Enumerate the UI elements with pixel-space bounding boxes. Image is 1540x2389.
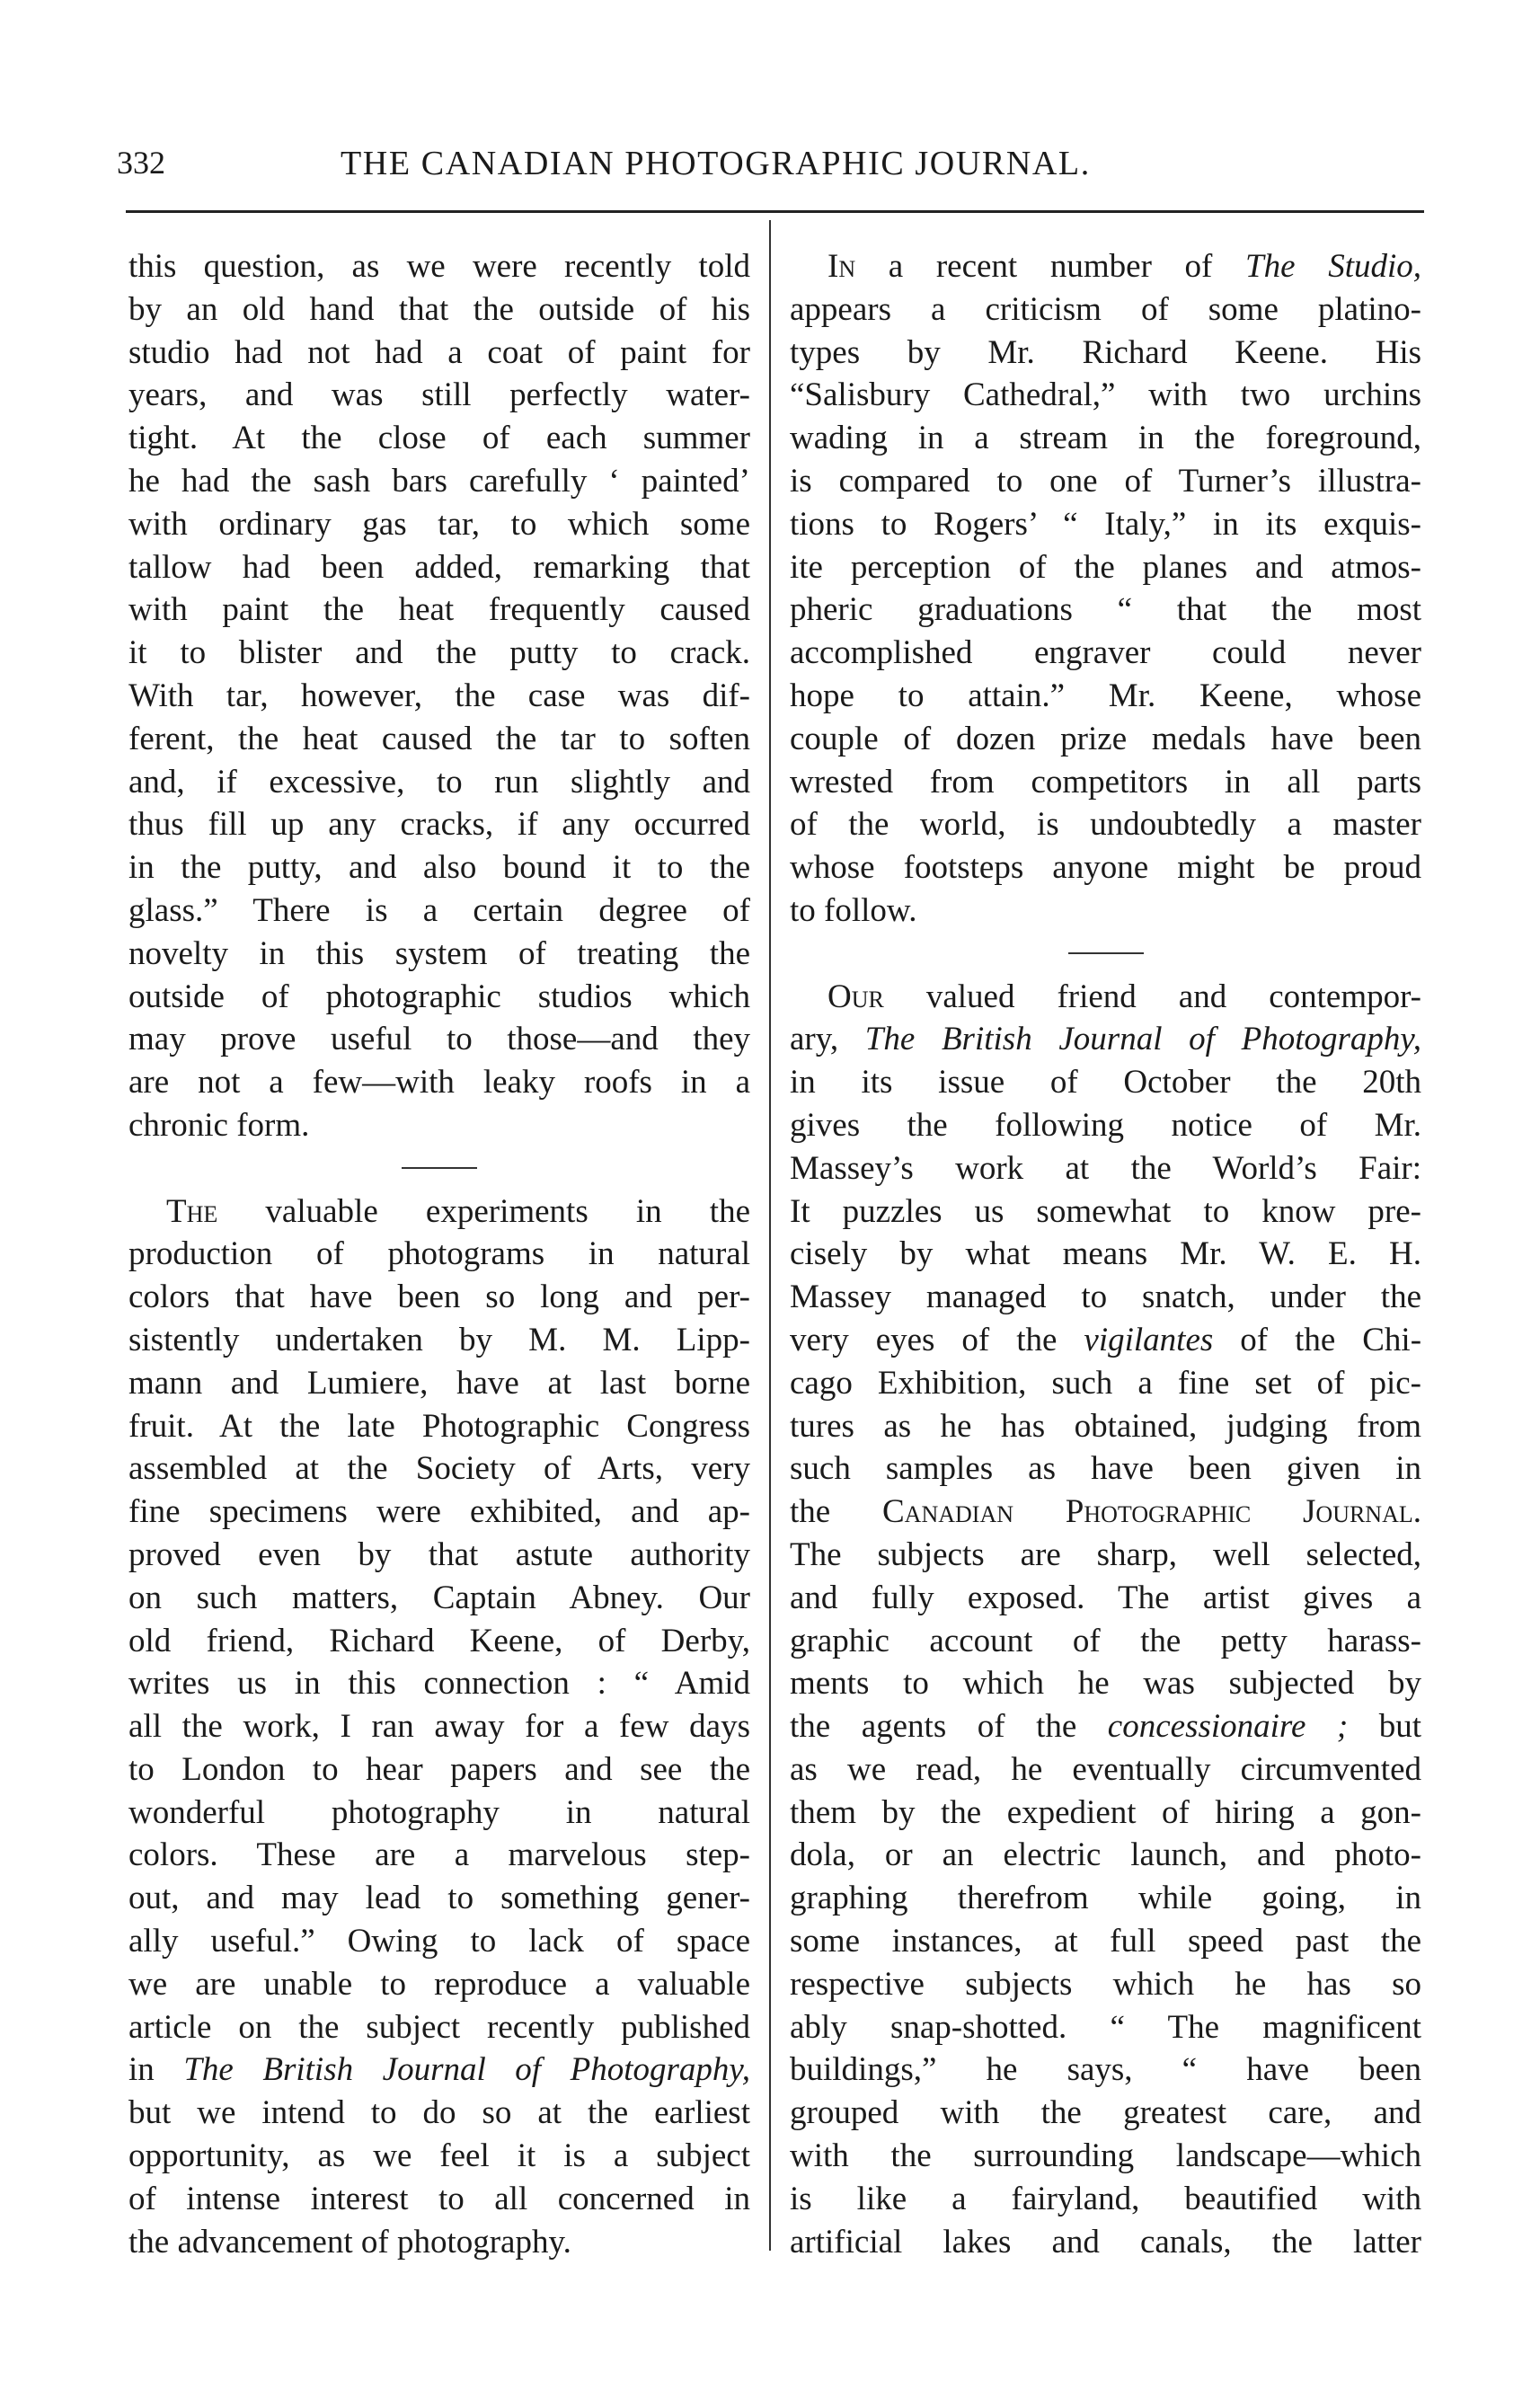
text-line: types by Mr. Richard Keene. His (790, 333, 1421, 371)
text-line: cisely by what means Mr. W. E. H. (790, 1235, 1421, 1273)
text-line: graphic account of the petty harass- (790, 1622, 1421, 1659)
text-line: “Salisbury Cathedral,” with two urchins (790, 376, 1421, 414)
text-line: wrested from competitors in all parts (790, 763, 1421, 801)
text-line: the advancement of photography. (128, 2223, 571, 2261)
text-line: may prove useful to those—and they (128, 1021, 750, 1058)
text-line (128, 2048, 750, 2092)
text-line: respective subjects which he has so (790, 1965, 1421, 2003)
text-line: with the surrounding landscape—which (790, 2137, 1421, 2175)
text-line: is compared to one of Turner’s illustra- (790, 462, 1421, 500)
text-line: artificial lakes and canals, the latter (790, 2223, 1421, 2261)
text-line: as we read, he eventually circumvented (790, 1750, 1421, 1788)
text-line: assembled at the Society of Arts, very (128, 1450, 750, 1488)
text: in (128, 2051, 155, 2089)
text-line: buildings,” he says, “ have been (790, 2051, 1421, 2089)
text-line (790, 1491, 1421, 1534)
text-line: and, if excessive, to run slightly and (128, 763, 750, 801)
text-line: and fully exposed. The artist gives a (790, 1579, 1421, 1616)
text-line: are not a few—with leaky roofs in a (128, 1064, 750, 1102)
text-line: grouped with the greatest care, and (790, 2094, 1421, 2132)
text-line (790, 1705, 1421, 1748)
text-line: on such matters, Captain Abney. Our (128, 1579, 750, 1616)
text-line: ite perception of the planes and atmos- (790, 548, 1421, 586)
text-line: Massey managed to snatch, under the (790, 1279, 1421, 1316)
right-column (790, 245, 1421, 2263)
text-line: production of photograms in natural (128, 1235, 750, 1273)
text-line: proved even by that astute authority (128, 1535, 750, 1573)
text: of the Chi- (1240, 1321, 1422, 1358)
text-line: The subjects are sharp, well selected, (790, 1535, 1421, 1573)
text-line: this question, as we were recently told (128, 248, 750, 285)
text-line: accomplished engraver could never (790, 634, 1421, 672)
text-line: couple of dozen prize medals have been (790, 720, 1421, 757)
text-line: tures as he has obtained, judging from (790, 1407, 1421, 1445)
text-line: whose footsteps anyone might be proud (790, 849, 1421, 887)
text-line: some instances, at full speed past the (790, 1923, 1421, 1960)
text-line: but we intend to do so at the earliest (128, 2094, 750, 2132)
small-caps-text: Canadian Photographic Journal. (882, 1493, 1421, 1531)
text-line: dola, or an electric launch, and photo- (790, 1836, 1421, 1874)
text-line: chronic form. (128, 1106, 310, 1144)
text-line: hope to attain.” Mr. Keene, whose (790, 677, 1421, 714)
text-line: gives the following notice of Mr. (790, 1106, 1421, 1144)
text-line (790, 1018, 1421, 1061)
text: valuable experiments in the (265, 1192, 751, 1230)
text-line: in the putty, and also bound it to the (128, 849, 750, 887)
text-line: of intense interest to all concerned in (128, 2180, 750, 2217)
text-line: old friend, Richard Keene, of Derby, (128, 1622, 750, 1659)
text-line: by an old hand that the outside of his (128, 290, 750, 328)
italic-text: vigilantes (1084, 1321, 1214, 1358)
text-line: ments to which he was subjected by (790, 1665, 1421, 1703)
text-line: in its issue of October the 20th (790, 1064, 1421, 1102)
small-caps-text: The (166, 1192, 218, 1230)
text-line: writes us in this connection : “ Amid (128, 1665, 750, 1703)
text-line: appears a criticism of some platino- (790, 290, 1421, 328)
small-caps-text: Our (828, 978, 884, 1015)
text-line: With tar, however, the case was dif- (128, 677, 750, 714)
text-line: ably snap-shotted. “ The magnificent (790, 2008, 1421, 2046)
text: ary, (790, 1021, 839, 1058)
text-line: of the world, is undoubtedly a master (790, 806, 1421, 844)
text-line (790, 1319, 1421, 1362)
italic-text: concessionaire ; (1107, 1708, 1349, 1746)
text-line: is like a fairyland, beautified with (790, 2180, 1421, 2217)
text-line (790, 245, 1421, 288)
text: a recent number of (888, 248, 1213, 285)
text-line (128, 1190, 750, 1234)
text-line: outside of photographic studios which (128, 978, 750, 1015)
italic-text: The Studio, (1245, 248, 1421, 285)
text-line: Massey’s work at the World’s Fair: (790, 1149, 1421, 1187)
text-line: ferent, the heat caused the tar to soften (128, 720, 750, 757)
header-rule (126, 210, 1424, 213)
text-line: all the work, I ran away for a few days (128, 1708, 750, 1746)
text-line: ally useful.” Owing to lack of space (128, 1923, 750, 1960)
section-separator (128, 1147, 750, 1190)
text-line: colors that have been so long and per- (128, 1279, 750, 1316)
column-divider (769, 220, 771, 2251)
small-caps-text: In (828, 248, 856, 285)
section-separator (790, 933, 1421, 976)
text-line: pheric graduations “ that the most (790, 591, 1421, 629)
text-line: years, and was still perfectly water- (128, 376, 750, 414)
text-line: with paint the heat frequently caused (128, 591, 750, 629)
text-line: colors. These are a marvelous step- (128, 1836, 750, 1874)
text-line: to London to hear papers and see the (128, 1750, 750, 1788)
text-line: such samples as have been given in (790, 1450, 1421, 1488)
text: the agents of the (790, 1708, 1077, 1746)
text-line: tight. At the close of each summer (128, 420, 750, 457)
text-line: tions to Rogers’ “ Italy,” in its exquis- (790, 505, 1421, 543)
text-line: with ordinary gas tar, to which some (128, 505, 750, 543)
text-line: he had the sash bars carefully ‘ painted’ (128, 462, 750, 500)
text: the (790, 1493, 831, 1531)
text-line: opportunity, as we feel it is a subject (128, 2137, 750, 2175)
text-line: wading in a stream in the foreground, (790, 420, 1421, 457)
left-column (128, 245, 750, 2263)
text: very eyes of the (790, 1321, 1058, 1358)
text-line: fruit. At the late Photographic Congress (128, 1407, 750, 1445)
text-line: graphing therefrom while going, in (790, 1880, 1421, 1917)
italic-text: The British Journal of Photography, (183, 2051, 751, 2089)
text-line: It puzzles us somewhat to know pre- (790, 1192, 1421, 1230)
text-line: novelty in this system of treating the (128, 934, 750, 972)
text-line: thus fill up any cracks, if any occurred (128, 806, 750, 844)
text-line: we are unable to reproduce a valuable (128, 1965, 750, 2003)
text-line: out, and may lead to something gener- (128, 1880, 750, 1917)
text-line: them by the expedient of hiring a gon- (790, 1793, 1421, 1831)
text-line (790, 976, 1421, 1019)
text-line: mann and Lumiere, have at last borne (128, 1364, 750, 1402)
text: valued friend and contempor- (925, 978, 1422, 1015)
text-line: glass.” There is a certain degree of (128, 891, 750, 929)
text-line: wonderful photography in natural (128, 1793, 750, 1831)
text-line: studio had not had a coat of paint for (128, 333, 750, 371)
text-line: fine specimens were exhibited, and ap- (128, 1493, 750, 1531)
text-line: tallow had been added, remarking that (128, 548, 750, 586)
text-line: cago Exhibition, such a fine set of pic- (790, 1364, 1421, 1402)
text-line: sistently undertaken by M. M. Lipp- (128, 1321, 750, 1358)
text: but (1378, 1708, 1421, 1746)
text-line: to follow. (790, 891, 917, 929)
italic-text: The British Journal of Photography, (864, 1021, 1422, 1058)
running-head-title: THE CANADIAN PHOTOGRAPHIC JOURNAL. (341, 145, 1091, 182)
page-number: 332 (117, 145, 165, 181)
text-line: it to blister and the putty to crack. (128, 634, 750, 672)
text-line: article on the subject recently published (128, 2008, 750, 2046)
